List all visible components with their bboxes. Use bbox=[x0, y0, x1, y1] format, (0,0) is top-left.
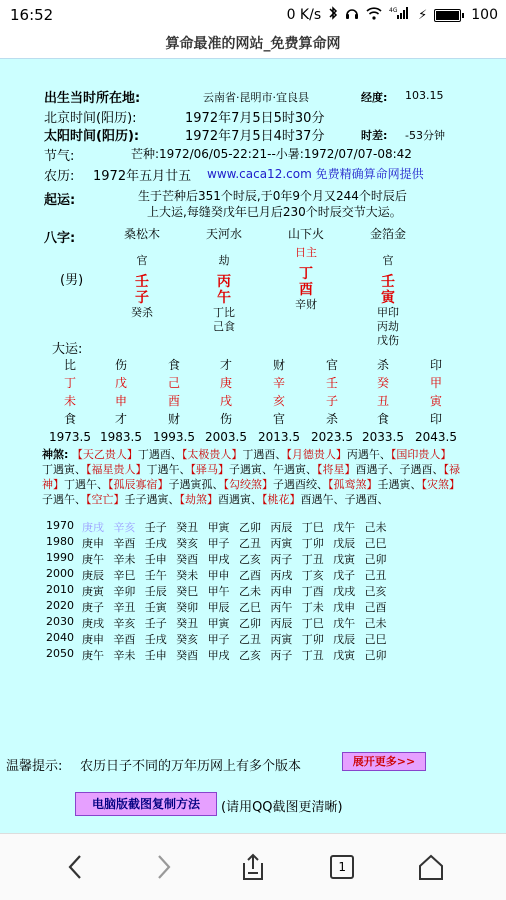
decade-cell: 甲子 bbox=[207, 537, 230, 550]
share-button[interactable] bbox=[228, 842, 278, 892]
decade-cell: 辛酉 bbox=[113, 633, 136, 646]
dayun-year: 2033.5 bbox=[362, 430, 404, 444]
dayun-bottom: 伤 bbox=[219, 412, 232, 426]
decade-cell: 辛卯 bbox=[113, 585, 136, 598]
decade-cell: 乙卯 bbox=[238, 521, 261, 534]
shensha-value: 壬遇寅、 bbox=[377, 478, 422, 491]
decade-cell: 丙午 bbox=[270, 601, 293, 614]
decade-cell: 辛亥 bbox=[113, 521, 136, 534]
decade-cell: 庚午 bbox=[82, 649, 104, 662]
decade-cell: 己巳 bbox=[364, 633, 387, 646]
shensha-value: 丁遇午、 bbox=[146, 463, 191, 476]
headphones-icon bbox=[345, 6, 359, 24]
dayun-bottom: 才 bbox=[114, 412, 127, 426]
lunar-value: 1972年五月廿五 bbox=[93, 169, 192, 184]
dayun-year: 2043.5 bbox=[415, 430, 457, 444]
decade-cell: 甲辰 bbox=[207, 601, 230, 614]
dayun-gan: 己 bbox=[167, 376, 180, 390]
decade-cell: 丙寅 bbox=[270, 537, 293, 550]
dayun-zhi: 丑 bbox=[376, 394, 389, 408]
decade-cell: 辛未 bbox=[113, 553, 136, 566]
beijing-time-label: 北京时间(阳历): bbox=[44, 111, 137, 126]
birthplace-label: 出生当时所在地: bbox=[44, 91, 141, 106]
solar-time-value: 1972年7月5日4时37分 bbox=[185, 129, 325, 144]
decade-year: 1980 bbox=[46, 535, 74, 548]
decade-cell: 辛酉 bbox=[113, 537, 136, 550]
dayun-year: 2023.5 bbox=[311, 430, 353, 444]
decade-cell: 辛未 bbox=[113, 649, 136, 662]
dayun-bottom: 财 bbox=[167, 412, 180, 426]
decade-year: 1990 bbox=[46, 551, 74, 564]
tabs-button[interactable] bbox=[317, 842, 367, 892]
dayun-zhi: 子 bbox=[325, 394, 338, 408]
decade-cell: 庚申 bbox=[82, 537, 104, 550]
dayun-top: 才 bbox=[219, 358, 232, 372]
shensha-name: 【灾煞】 bbox=[421, 478, 460, 491]
decade-cell: 己卯 bbox=[364, 649, 387, 662]
shensha-name: 【孤辰寡宿】 bbox=[108, 478, 169, 491]
shensha-value: 酉遇寅、 bbox=[218, 493, 262, 506]
decade-cell: 戊午 bbox=[333, 617, 356, 630]
decade-cell: 壬寅 bbox=[144, 601, 167, 614]
wifi-icon bbox=[366, 7, 382, 24]
dayun-year: 1973.5 bbox=[49, 430, 91, 444]
decade-cell: 癸丑 bbox=[176, 521, 199, 534]
decade-cell: 辛亥 bbox=[113, 617, 136, 630]
qiyun-label: 起运: bbox=[44, 193, 76, 208]
qiyun-line2: 上大运,每缝癸戊年巳月后230个时辰交节大运。 bbox=[147, 205, 402, 219]
decade-table bbox=[46, 519, 396, 663]
decade-cell: 乙丑 bbox=[238, 633, 261, 646]
dayun-bottom: 印 bbox=[429, 412, 442, 426]
timediff-label: 时差: bbox=[361, 129, 388, 142]
decade-row bbox=[46, 631, 396, 647]
decade-cell: 己酉 bbox=[364, 601, 387, 614]
dayun-gan: 癸 bbox=[376, 376, 389, 390]
decade-cell: 乙巳 bbox=[238, 601, 261, 614]
status-bar bbox=[0, 0, 506, 30]
decade-cell: 丙申 bbox=[270, 585, 293, 598]
decade-cell: 壬戌 bbox=[144, 633, 167, 646]
decade-cell: 癸酉 bbox=[176, 649, 199, 662]
decade-cell: 丁未 bbox=[301, 601, 324, 614]
dayun-zhi: 未 bbox=[63, 394, 76, 408]
dayun-year: 2013.5 bbox=[258, 430, 300, 444]
tip-label: 温馨提示: bbox=[6, 759, 63, 774]
pillar-shishen: 劫 bbox=[218, 254, 230, 267]
pillar-nayin: 金箔金 bbox=[369, 227, 406, 241]
pillar-gan: 壬 bbox=[135, 274, 149, 290]
pillar-zhi: 子 bbox=[135, 290, 149, 306]
dayun-top: 比 bbox=[63, 358, 76, 372]
site-link[interactable]: www.caca12.com 免费精确算命网提供 bbox=[207, 167, 424, 181]
shensha-name: 【劫煞】 bbox=[179, 493, 218, 506]
decade-cell: 己未 bbox=[364, 617, 387, 630]
decade-cell: 乙酉 bbox=[238, 569, 261, 582]
battery-level: 100 bbox=[471, 7, 498, 23]
dayun-gan: 辛 bbox=[272, 376, 285, 390]
pillar-canggan: 丁比 bbox=[213, 306, 235, 319]
decade-cell: 癸丑 bbox=[176, 617, 199, 630]
dayun-gan: 丁 bbox=[63, 376, 76, 390]
shensha-name: 【桃花】 bbox=[262, 493, 301, 506]
chevron-left-icon bbox=[66, 854, 84, 880]
decade-cell: 丁丑 bbox=[301, 553, 324, 566]
shensha-value: 丙遇午、 bbox=[346, 448, 391, 461]
pillar-gan: 丙 bbox=[217, 274, 231, 290]
pillar-nayin: 桑松木 bbox=[123, 227, 160, 241]
shensha-name: 【孤鸾煞】 bbox=[328, 478, 378, 491]
copy-note: (请用QQ截图更清晰) bbox=[221, 800, 343, 815]
jieqi-label: 节气: bbox=[44, 149, 75, 164]
dayun-top: 官 bbox=[325, 358, 338, 372]
dayun-top: 伤 bbox=[114, 358, 127, 372]
pillar-shishen: 官 bbox=[136, 254, 148, 267]
page-title: 算命最准的网站_免费算命网 bbox=[165, 36, 341, 52]
decade-cell: 壬申 bbox=[144, 649, 167, 662]
decade-cell: 丁亥 bbox=[301, 569, 324, 582]
decade-cell: 壬戌 bbox=[144, 537, 167, 550]
pillar-zhi: 酉 bbox=[299, 282, 313, 298]
share-icon bbox=[240, 853, 266, 881]
decade-cell: 甲寅 bbox=[207, 521, 230, 534]
decade-cell: 己亥 bbox=[364, 585, 387, 598]
pillar-nayin: 山下火 bbox=[287, 227, 324, 241]
svg-text:4G: 4G bbox=[389, 7, 398, 14]
tabs-count: 1 bbox=[338, 860, 346, 874]
dayun-top: 食 bbox=[167, 358, 180, 372]
decade-cell: 丁巳 bbox=[301, 617, 324, 630]
shensha-value: 酉遇午、子遇酉、 bbox=[300, 493, 389, 506]
shensha-value: 壬子遇寅、 bbox=[124, 493, 180, 506]
back-button[interactable] bbox=[50, 842, 100, 892]
decade-cell: 庚寅 bbox=[82, 585, 104, 598]
pillar-year bbox=[112, 225, 172, 320]
decade-cell: 己未 bbox=[364, 521, 387, 534]
decade-cell: 癸酉 bbox=[176, 553, 199, 566]
pillar-month bbox=[194, 225, 254, 334]
decade-row bbox=[46, 615, 396, 631]
timediff-value: -53分钟 bbox=[405, 129, 445, 142]
pillar-canggan: 甲印 bbox=[377, 306, 399, 319]
dayun-gan: 戊 bbox=[114, 376, 127, 390]
bluetooth-icon bbox=[328, 6, 338, 24]
dayun-label: 大运: bbox=[52, 342, 83, 357]
decade-cell: 己丑 bbox=[364, 569, 387, 582]
dayun-zhi: 寅 bbox=[429, 394, 442, 408]
dayun-zhi: 亥 bbox=[272, 394, 285, 408]
decade-cell: 庚申 bbox=[82, 633, 104, 646]
decade-row bbox=[46, 599, 396, 615]
longitude-value: 103.15 bbox=[405, 89, 444, 102]
shensha-name: 【将星】 bbox=[317, 463, 356, 476]
pillar-rizhu: 日主 bbox=[295, 246, 317, 259]
decade-year: 1970 bbox=[46, 519, 74, 532]
shensha-name: 【月德贵人】 bbox=[286, 448, 347, 461]
battery-icon bbox=[434, 9, 464, 22]
shensha-name: 【福星贵人】 bbox=[86, 463, 147, 476]
decade-cell: 癸未 bbox=[176, 569, 199, 582]
qiyun-line1: 生于芒种后351个时辰,于0年9个月又244个时辰后 bbox=[138, 189, 407, 203]
decade-row bbox=[46, 647, 396, 663]
decade-cell: 癸亥 bbox=[176, 633, 199, 646]
tip-text: 农历日子不同的万年历网上有多个版本 bbox=[80, 759, 302, 774]
decade-cell: 庚戌 bbox=[82, 521, 104, 534]
shensha-name: 【禄神】 bbox=[42, 463, 460, 491]
dayun-bottom: 杀 bbox=[325, 412, 338, 426]
decade-cell: 丁巳 bbox=[301, 521, 324, 534]
decade-cell: 丙子 bbox=[270, 553, 293, 566]
browser-toolbar bbox=[0, 833, 506, 900]
pillar-zhi: 寅 bbox=[381, 290, 395, 306]
expand-more-button[interactable]: 展开更多>> bbox=[342, 752, 426, 771]
dayun-top: 财 bbox=[272, 358, 285, 372]
decade-cell: 壬子 bbox=[144, 617, 167, 630]
net-speed: 0 K/s bbox=[286, 7, 322, 23]
pillar-canggan: 癸杀 bbox=[131, 306, 153, 319]
decade-row bbox=[46, 551, 396, 567]
beijing-time-value: 1972年7月5日5时30分 bbox=[185, 111, 325, 126]
shensha-value: 子遇寅、午遇寅、 bbox=[229, 463, 317, 476]
decade-cell: 癸亥 bbox=[176, 537, 199, 550]
jieqi-value: 芒种:1972/06/05-22:21--小暑:1972/07/07-08:42 bbox=[131, 147, 412, 161]
birthplace-value: 云南省·昆明市·宜良县 bbox=[203, 91, 309, 104]
shensha-name: 【勾绞煞】 bbox=[223, 478, 273, 491]
pillar-day bbox=[276, 225, 336, 312]
dayun-bottom: 食 bbox=[376, 412, 389, 426]
decade-cell: 壬辰 bbox=[144, 585, 167, 598]
dayun-gan: 庚 bbox=[219, 376, 232, 390]
decade-cell: 丁卯 bbox=[301, 633, 324, 646]
decade-cell: 癸巳 bbox=[176, 585, 199, 598]
shensha-value: 丁遇寅、 bbox=[42, 463, 86, 476]
decade-cell: 甲午 bbox=[207, 585, 230, 598]
dayun-zhi: 戌 bbox=[219, 394, 232, 408]
decade-cell: 壬午 bbox=[144, 569, 167, 582]
status-time: 16:52 bbox=[10, 6, 54, 24]
chart-content bbox=[0, 58, 506, 833]
pillar-shishen: 官 bbox=[382, 254, 394, 267]
decade-year: 2000 bbox=[46, 567, 74, 580]
shensha-value: 丁遇午、 bbox=[64, 478, 108, 491]
decade-cell: 壬子 bbox=[144, 521, 167, 534]
decade-cell: 辛丑 bbox=[113, 601, 136, 614]
lunar-label: 农历: bbox=[44, 169, 75, 184]
copy-method-button[interactable]: 电脑版截图复制方法 bbox=[75, 792, 217, 816]
forward-button[interactable] bbox=[139, 842, 189, 892]
decade-cell: 庚戌 bbox=[82, 617, 104, 630]
decade-year: 2010 bbox=[46, 583, 74, 596]
decade-row bbox=[46, 583, 396, 599]
shensha-block bbox=[42, 447, 462, 507]
shensha-value: 子遇酉绞、 bbox=[273, 478, 328, 491]
decade-cell: 壬申 bbox=[144, 553, 167, 566]
decade-cell: 戊申 bbox=[333, 601, 356, 614]
decade-cell: 己巳 bbox=[364, 537, 387, 550]
home-icon bbox=[417, 853, 445, 881]
shensha-name: 【国印贵人】 bbox=[390, 448, 452, 461]
decade-cell: 乙丑 bbox=[238, 537, 261, 550]
decade-cell: 庚午 bbox=[82, 553, 104, 566]
decade-cell: 丙辰 bbox=[270, 521, 293, 534]
decade-row bbox=[46, 535, 396, 551]
decade-cell: 庚子 bbox=[82, 601, 104, 614]
decade-cell: 己卯 bbox=[364, 553, 387, 566]
charging-icon: ⚡ bbox=[418, 7, 428, 23]
dayun-top: 印 bbox=[429, 358, 442, 372]
pillar-hour bbox=[358, 225, 418, 348]
decade-cell: 戊午 bbox=[333, 521, 356, 534]
dayun-bottom: 官 bbox=[272, 412, 285, 426]
decade-cell: 乙亥 bbox=[238, 553, 261, 566]
dayun-gan: 甲 bbox=[429, 376, 442, 390]
decade-row bbox=[46, 567, 396, 583]
decade-cell: 庚辰 bbox=[82, 569, 104, 582]
pillar-gan: 壬 bbox=[381, 274, 395, 290]
pillar-zhi: 午 bbox=[217, 290, 231, 306]
pillar-canggan: 丙劫 bbox=[377, 320, 399, 333]
longitude-label: 经度: bbox=[361, 91, 388, 104]
shensha-value: 丁遇酉、 bbox=[242, 448, 287, 461]
decade-cell: 丙寅 bbox=[270, 633, 293, 646]
solar-time-label: 太阳时间(阳历): bbox=[44, 129, 140, 144]
status-icons bbox=[287, 6, 498, 24]
decade-cell: 戊寅 bbox=[333, 649, 356, 662]
dayun-zhi: 申 bbox=[114, 394, 127, 408]
decade-year: 2050 bbox=[46, 647, 74, 660]
decade-cell: 丙子 bbox=[270, 649, 293, 662]
decade-cell: 戊子 bbox=[333, 569, 356, 582]
bazi-label: 八字: bbox=[44, 231, 76, 246]
decade-year: 2030 bbox=[46, 615, 74, 628]
decade-cell: 乙卯 bbox=[238, 617, 261, 630]
pillar-canggan: 己食 bbox=[213, 320, 235, 333]
shensha-name: 【空亡】 bbox=[86, 493, 125, 506]
dayun-bottom: 食 bbox=[63, 412, 76, 426]
decade-cell: 甲子 bbox=[207, 633, 230, 646]
decade-cell: 甲申 bbox=[207, 569, 230, 582]
decade-cell: 丙辰 bbox=[270, 617, 293, 630]
home-button[interactable] bbox=[406, 842, 456, 892]
decade-cell: 戊辰 bbox=[333, 537, 356, 550]
decade-cell: 丁丑 bbox=[301, 649, 324, 662]
dayun-zhi: 酉 bbox=[167, 394, 180, 408]
decade-year: 2020 bbox=[46, 599, 74, 612]
decade-cell: 丁酉 bbox=[301, 585, 324, 598]
shensha-name: 【太极贵人】 bbox=[181, 448, 243, 461]
dayun-year: 1993.5 bbox=[153, 430, 195, 444]
dayun-year: 1983.5 bbox=[100, 430, 142, 444]
decade-cell: 乙未 bbox=[238, 585, 261, 598]
shensha-value: 子遇寅孤、 bbox=[168, 478, 224, 491]
dayun-gan: 壬 bbox=[325, 376, 338, 390]
shensha-value: 酉遇子、子遇酉、 bbox=[355, 463, 444, 476]
decade-cell: 甲戌 bbox=[207, 553, 230, 566]
shensha-name: 【驿马】 bbox=[190, 463, 229, 476]
decade-cell: 辛巳 bbox=[113, 569, 136, 582]
shensha-name: 【天乙贵人】 bbox=[71, 448, 138, 461]
shensha-value: 丁遇酉、 bbox=[137, 448, 182, 461]
pillar-canggan: 戊伤 bbox=[377, 334, 399, 347]
decade-cell: 丙戌 bbox=[270, 569, 293, 582]
gender: (男) bbox=[60, 273, 84, 288]
pillar-canggan: 辛财 bbox=[295, 298, 317, 311]
dayun-year: 2003.5 bbox=[205, 430, 247, 444]
pillar-nayin: 天河水 bbox=[205, 227, 242, 241]
shensha-value: 子遇午、 bbox=[42, 493, 86, 506]
decade-cell: 癸卯 bbox=[176, 601, 199, 614]
decade-row bbox=[46, 519, 396, 535]
dayun-top: 杀 bbox=[376, 358, 389, 372]
decade-cell: 甲寅 bbox=[207, 617, 230, 630]
signal-icon bbox=[389, 6, 411, 24]
decade-cell: 戊辰 bbox=[333, 633, 356, 646]
chevron-right-icon bbox=[155, 854, 173, 880]
decade-cell: 乙亥 bbox=[238, 649, 261, 662]
decade-cell: 甲戌 bbox=[207, 649, 230, 662]
decade-year: 2040 bbox=[46, 631, 74, 644]
pillar-gan: 丁 bbox=[299, 266, 313, 282]
decade-cell: 戊寅 bbox=[333, 553, 356, 566]
decade-cell: 丁卯 bbox=[301, 537, 324, 550]
decade-cell: 戊戌 bbox=[333, 585, 356, 598]
shensha-label: 神煞: bbox=[42, 448, 69, 461]
